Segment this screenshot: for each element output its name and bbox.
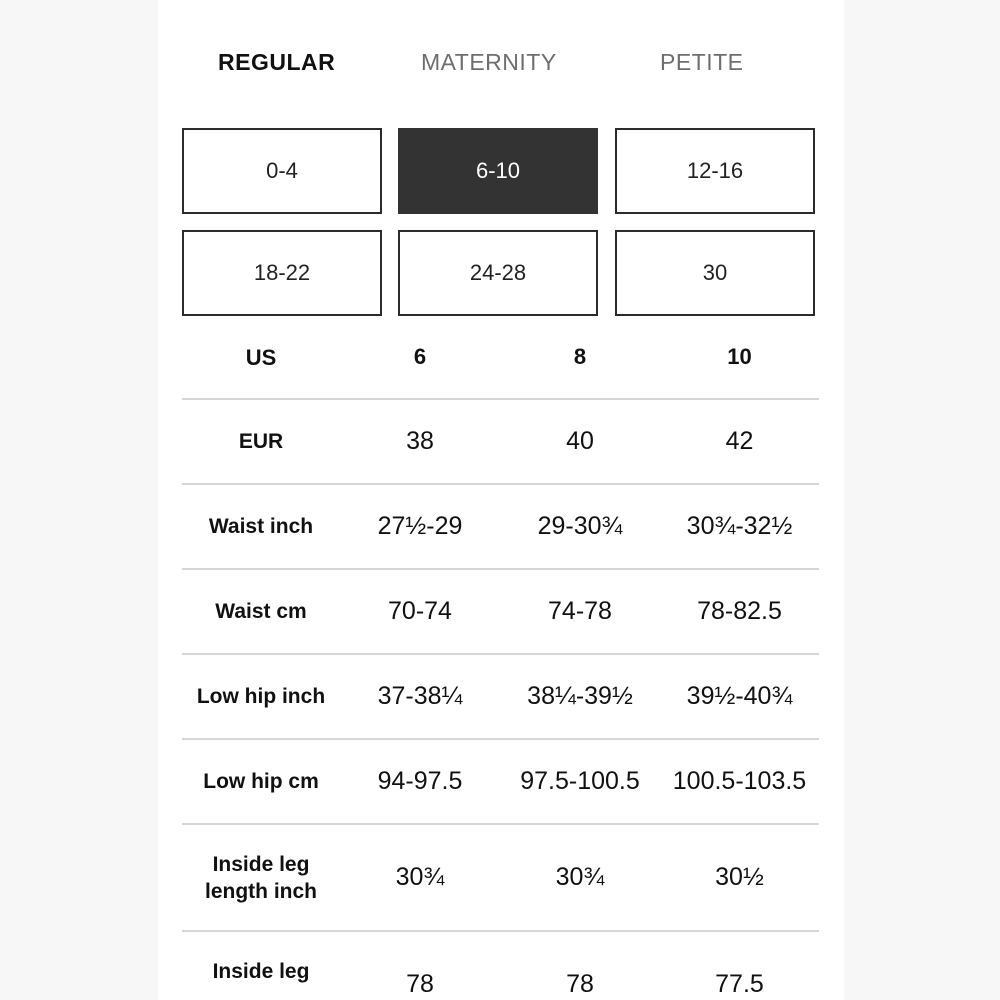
size-range-button-24-28[interactable]: 24-28 [398, 230, 598, 316]
row-label: Low hip cm [203, 770, 319, 793]
table-cell: 78-82.5 [697, 597, 782, 625]
table-cell: 38 [406, 427, 434, 455]
table-cell: 30¾ [555, 863, 605, 891]
table-cell: 100.5-103.5 [672, 767, 807, 795]
tab-maternity[interactable]: MATERNITY [421, 49, 557, 75]
fit-tabs [158, 40, 844, 84]
table-row [182, 932, 819, 998]
row-label: US [245, 344, 277, 370]
table-cell: 30¾ [395, 863, 445, 891]
table-cell: 42 [725, 427, 754, 455]
size-range-button-18-22[interactable]: 18-22 [182, 230, 382, 316]
table-row [182, 570, 819, 655]
row-label: Inside leg [212, 960, 310, 983]
row-label: Waist inch [208, 515, 314, 538]
table-row [182, 400, 819, 485]
table-cell: 39½-40¾ [686, 682, 793, 710]
row-label: Inside leg length inch [205, 852, 317, 903]
table-row [182, 485, 819, 570]
table-cell: 77.5 [715, 970, 764, 998]
table-cell: 78 [406, 970, 434, 998]
tab-regular[interactable]: REGULAR [218, 49, 336, 75]
table-cell: 30¾-32½ [686, 512, 793, 540]
size-range-button-12-16[interactable]: 12-16 [615, 128, 815, 214]
table-cell: 37-38¼ [377, 682, 463, 710]
table-row [182, 655, 819, 740]
table-cell: 38¼-39½ [527, 682, 633, 710]
table-cell: 78 [566, 970, 594, 998]
size-range-button-30[interactable]: 30 [615, 230, 815, 316]
row-label: EUR [238, 430, 284, 453]
table-header-row [182, 316, 819, 400]
size-range-button-6-10[interactable]: 6-10 [398, 128, 598, 214]
table-cell: 30½ [715, 863, 764, 891]
table-cell: 40 [566, 427, 594, 455]
size-guide-panel [158, 0, 844, 1000]
table-cell: 74-78 [548, 597, 612, 625]
table-cell: 29-30¾ [537, 512, 623, 540]
row-label: Waist cm [215, 600, 307, 623]
table-cell: 6 [413, 344, 427, 369]
table-cell: 94-97.5 [377, 767, 463, 795]
table-cell: 10 [727, 344, 752, 369]
size-chart-table [182, 316, 819, 998]
table-cell: 8 [573, 344, 587, 369]
table-row [182, 740, 819, 825]
tab-petite[interactable]: PETITE [660, 49, 744, 75]
table-cell: 70-74 [388, 597, 452, 625]
table-row [182, 825, 819, 932]
table-cell: 27½-29 [377, 512, 463, 540]
row-label: Low hip inch [196, 685, 326, 708]
size-range-button-0-4[interactable]: 0-4 [182, 128, 382, 214]
table-cell: 97.5-100.5 [520, 767, 640, 795]
